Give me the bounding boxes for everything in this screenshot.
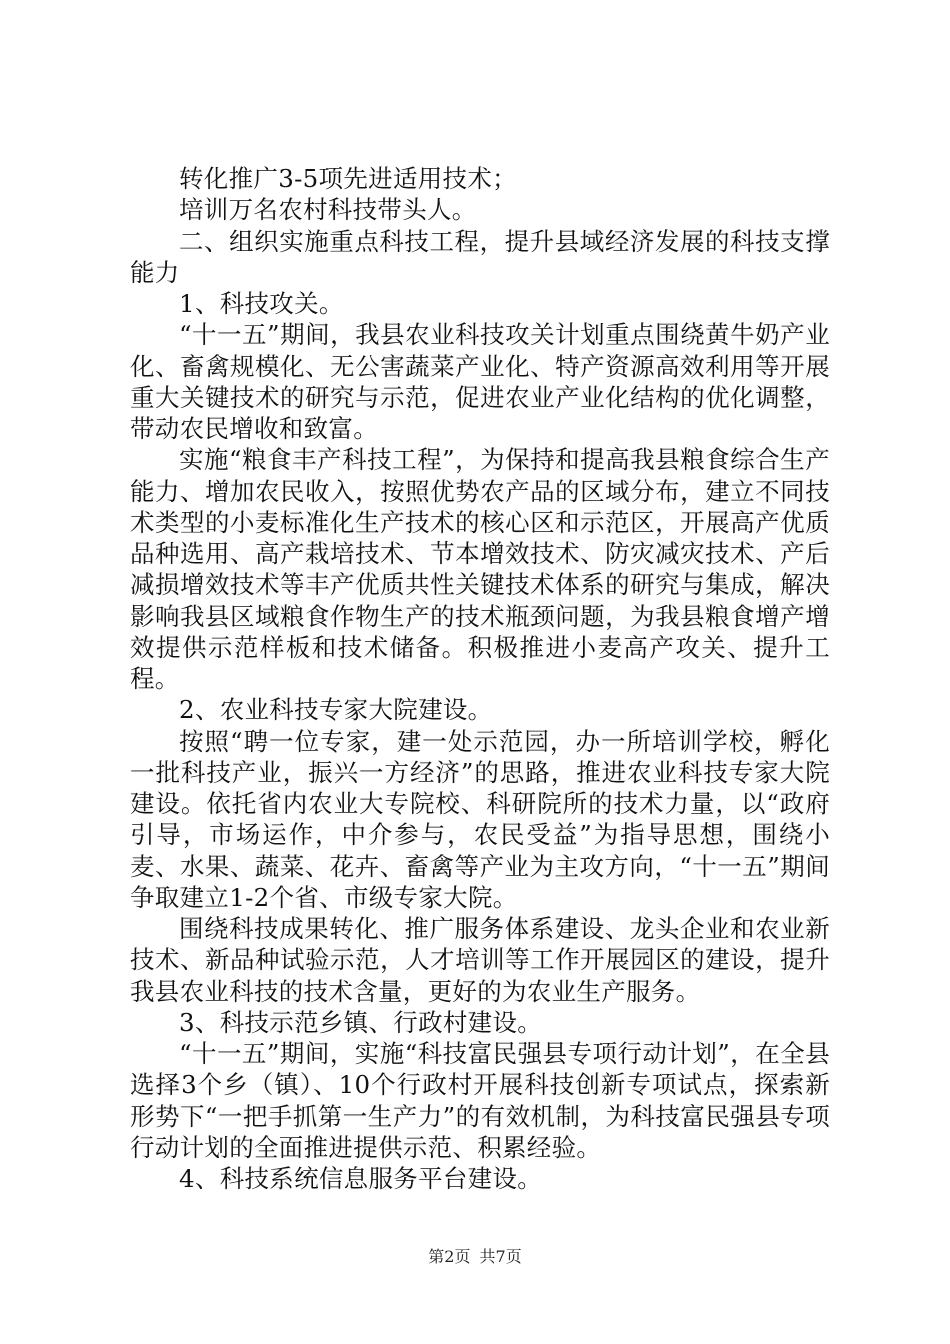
subsection-heading: 2、农业科技专家大院建设。 [179, 695, 493, 725]
paragraph: “十一五”期间，实施“科技富民强县专项行动计划”，在全县选择3个乡（镇）、10个行政村开展科技创新专项试点，探索新形势下“一把手抓第一生产力”的有效机制，为科技富民强县专项行动计划的全面推进提供示范、积累经验。 [130, 1039, 830, 1162]
paragraph: 实施“粮食丰产科技工程”，为保持和提高我县粮食综合生产能力、增加农民收入，按照优势农产品的区域分布，建立不同技术类型的小麦标准化生产技术的核心区和示范区，开展高产优质品种选用、高产栽培技术、节本增效技术、防灾减灾技术、产后减损增效技术等丰产优质共性关键技术体系的研究与集成，解决影响我县区域粮食作物生产的技术瓶颈问题，为我县粮食增产增效提供示范样板和技术储备。积极推进小麦高产攻关、提升工程。 [130, 445, 830, 693]
paragraph: 转化推广3-5项先进适用技术； [179, 164, 517, 193]
subsection-heading: 3、科技示范乡镇、行政村建设。 [179, 1007, 543, 1037]
document-body [130, 163, 830, 1194]
subsection-heading: 1、科技攻关。 [179, 289, 344, 318]
page-footer [0, 1244, 950, 1267]
page-number: 第2页 [428, 1247, 471, 1266]
paragraph: “十一五”期间，我县农业科技攻关计划重点围绕黄牛奶产业化、畜禽规模化、无公害蔬菜产业化、特产资源高效利用等开展重大关键技术的研究与示范，促进农业产业化结构的优化调整，带动农民增收和致富。 [130, 320, 830, 443]
paragraph: 培训万名农村科技带头人。 [179, 195, 477, 225]
page-total: 共7页 [479, 1247, 522, 1266]
paragraph: 按照“聘一位专家，建一处示范园，办一所培训学校，孵化一批科技产业，振兴一方经济”的思路，推进农业科技专家大院建设。依托省内农业大专院校、科研院所的技术力量，以“政府引导，市场运作，中介参与，农民受益”为指导思想，围绕小麦、水果、蔬菜、花卉、畜禽等产业为主攻方向，“十一五”期间争取建立1-2个省、市级专家大院。 [130, 726, 831, 912]
subsection-heading: 4、科技系统信息服务平台建设。 [179, 1164, 543, 1193]
section-heading: 二、组织实施重点科技工程，提升县域经济发展的科技支撑能力 [130, 226, 830, 287]
paragraph: 围绕科技成果转化、推广服务体系建设、龙头企业和农业新技术、新品种试验示范，人才培训等工作开展园区的建设，提升我县农业科技的技术含量，更好的为农业生产服务。 [130, 914, 830, 1006]
